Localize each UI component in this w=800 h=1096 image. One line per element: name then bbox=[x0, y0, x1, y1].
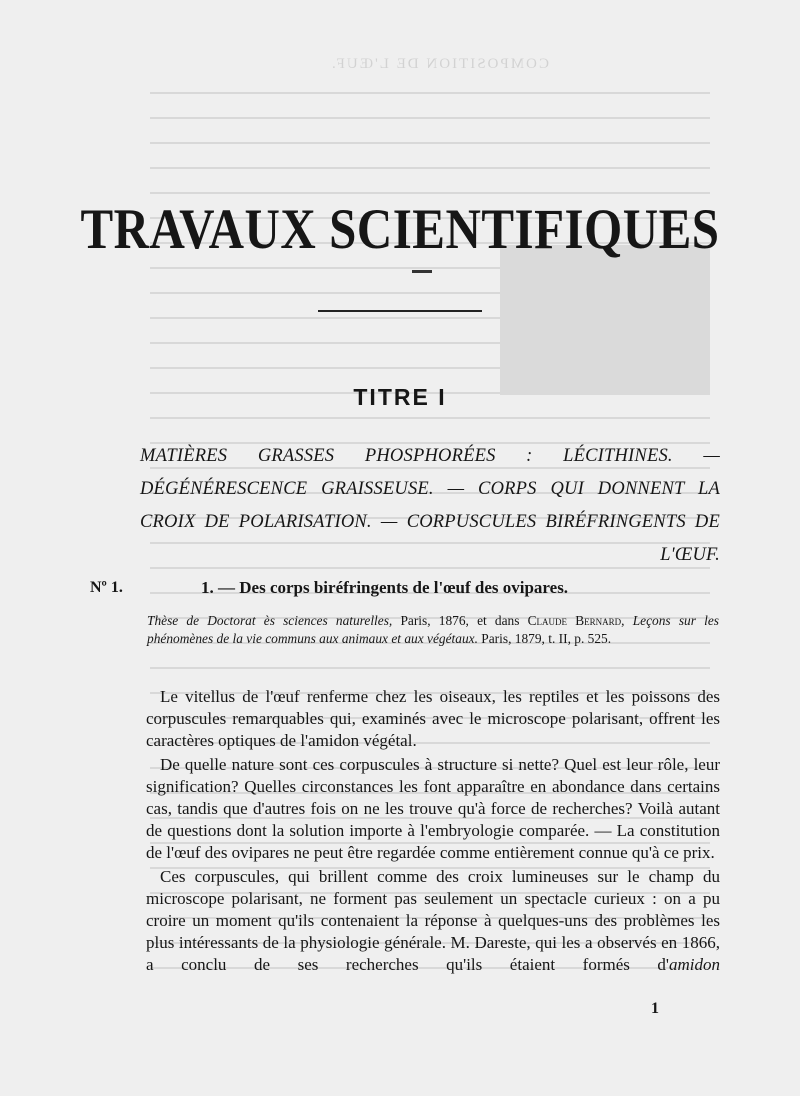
ref-space bbox=[625, 613, 633, 628]
page-title: TRAVAUX SCIENTIFIQUES bbox=[80, 197, 720, 261]
section-subtitle: MATIÈRES GRASSES PHOSPHORÉES : LÉCITHINES. — DÉGÉNÉRESCENCE GRAISSEUSE. — CORPS QUI DONNENT LA CROIX DE POLARISATION. — CORPUSCULES BIRÉFRINGENTS DE L'ŒUF. bbox=[140, 446, 720, 565]
page-number: 1 bbox=[651, 1000, 659, 1017]
ref-author: Claude Bernard, bbox=[527, 613, 625, 628]
paragraph: De quelle nature sont ces corpuscules à structure si nette? Quel est leur rôle, leur signification? Quelles circonstances les font apparaître en abondance dans certains cas, tandis que d'autres fois on ne les trouve qu'à force de recherches? Voilà autant de questions dont la solution importe à l'embryologie comparée. — La constitution de l'œuf des ovipares ne peut être regardée comme entièrement connue qu'à ce prix. bbox=[146, 755, 720, 862]
ref-end: Paris, 1879, t. II, p. 525. bbox=[477, 631, 612, 646]
title-rule bbox=[318, 310, 482, 312]
paragraph-text: Ces corpuscules, qui brillent comme des croix lumineuses sur le champ du microscope polarisant, ne forment pas seulement un spectacle curieux : on a pu croire un moment qu'ils contenaient la réponse à quelques-uns des problèmes les plus intéressants de la physiologie générale. M. Dareste, qui les a observés en 1866, a conclu de ses recherches qu'ils étaient formés d' bbox=[146, 867, 720, 974]
paragraph-italic-word: amidon bbox=[669, 955, 720, 974]
ref-thesis: Thèse de Doctorat ès sciences naturelles, bbox=[147, 613, 393, 628]
ghost-running-header: COMPOSITION DE L'ŒUF. bbox=[330, 56, 549, 72]
ref-work: Leçons sur les phénomènes de la vie communs aux animaux et aux végétaux. bbox=[147, 613, 719, 646]
body-text bbox=[146, 686, 720, 976]
ref-mid: Paris, 1876, et dans bbox=[392, 613, 528, 628]
entry-title: 1. — Des corps biréfringents de l'œuf des ovipares. bbox=[201, 578, 569, 597]
section-heading: TITRE I bbox=[353, 384, 447, 410]
ghost-figure bbox=[500, 245, 710, 395]
entry-reference bbox=[147, 612, 719, 648]
ornament-mark bbox=[412, 270, 432, 273]
entry-number: Nº 1. bbox=[90, 579, 123, 596]
paragraph: Le vitellus de l'œuf renferme chez les oiseaux, les reptiles et les poissons des corpuscules remarquables qui, examinés avec le microscope polarisant, offrent les caractères optiques de l'amidon végétal. bbox=[146, 687, 720, 750]
paragraph bbox=[146, 866, 720, 976]
